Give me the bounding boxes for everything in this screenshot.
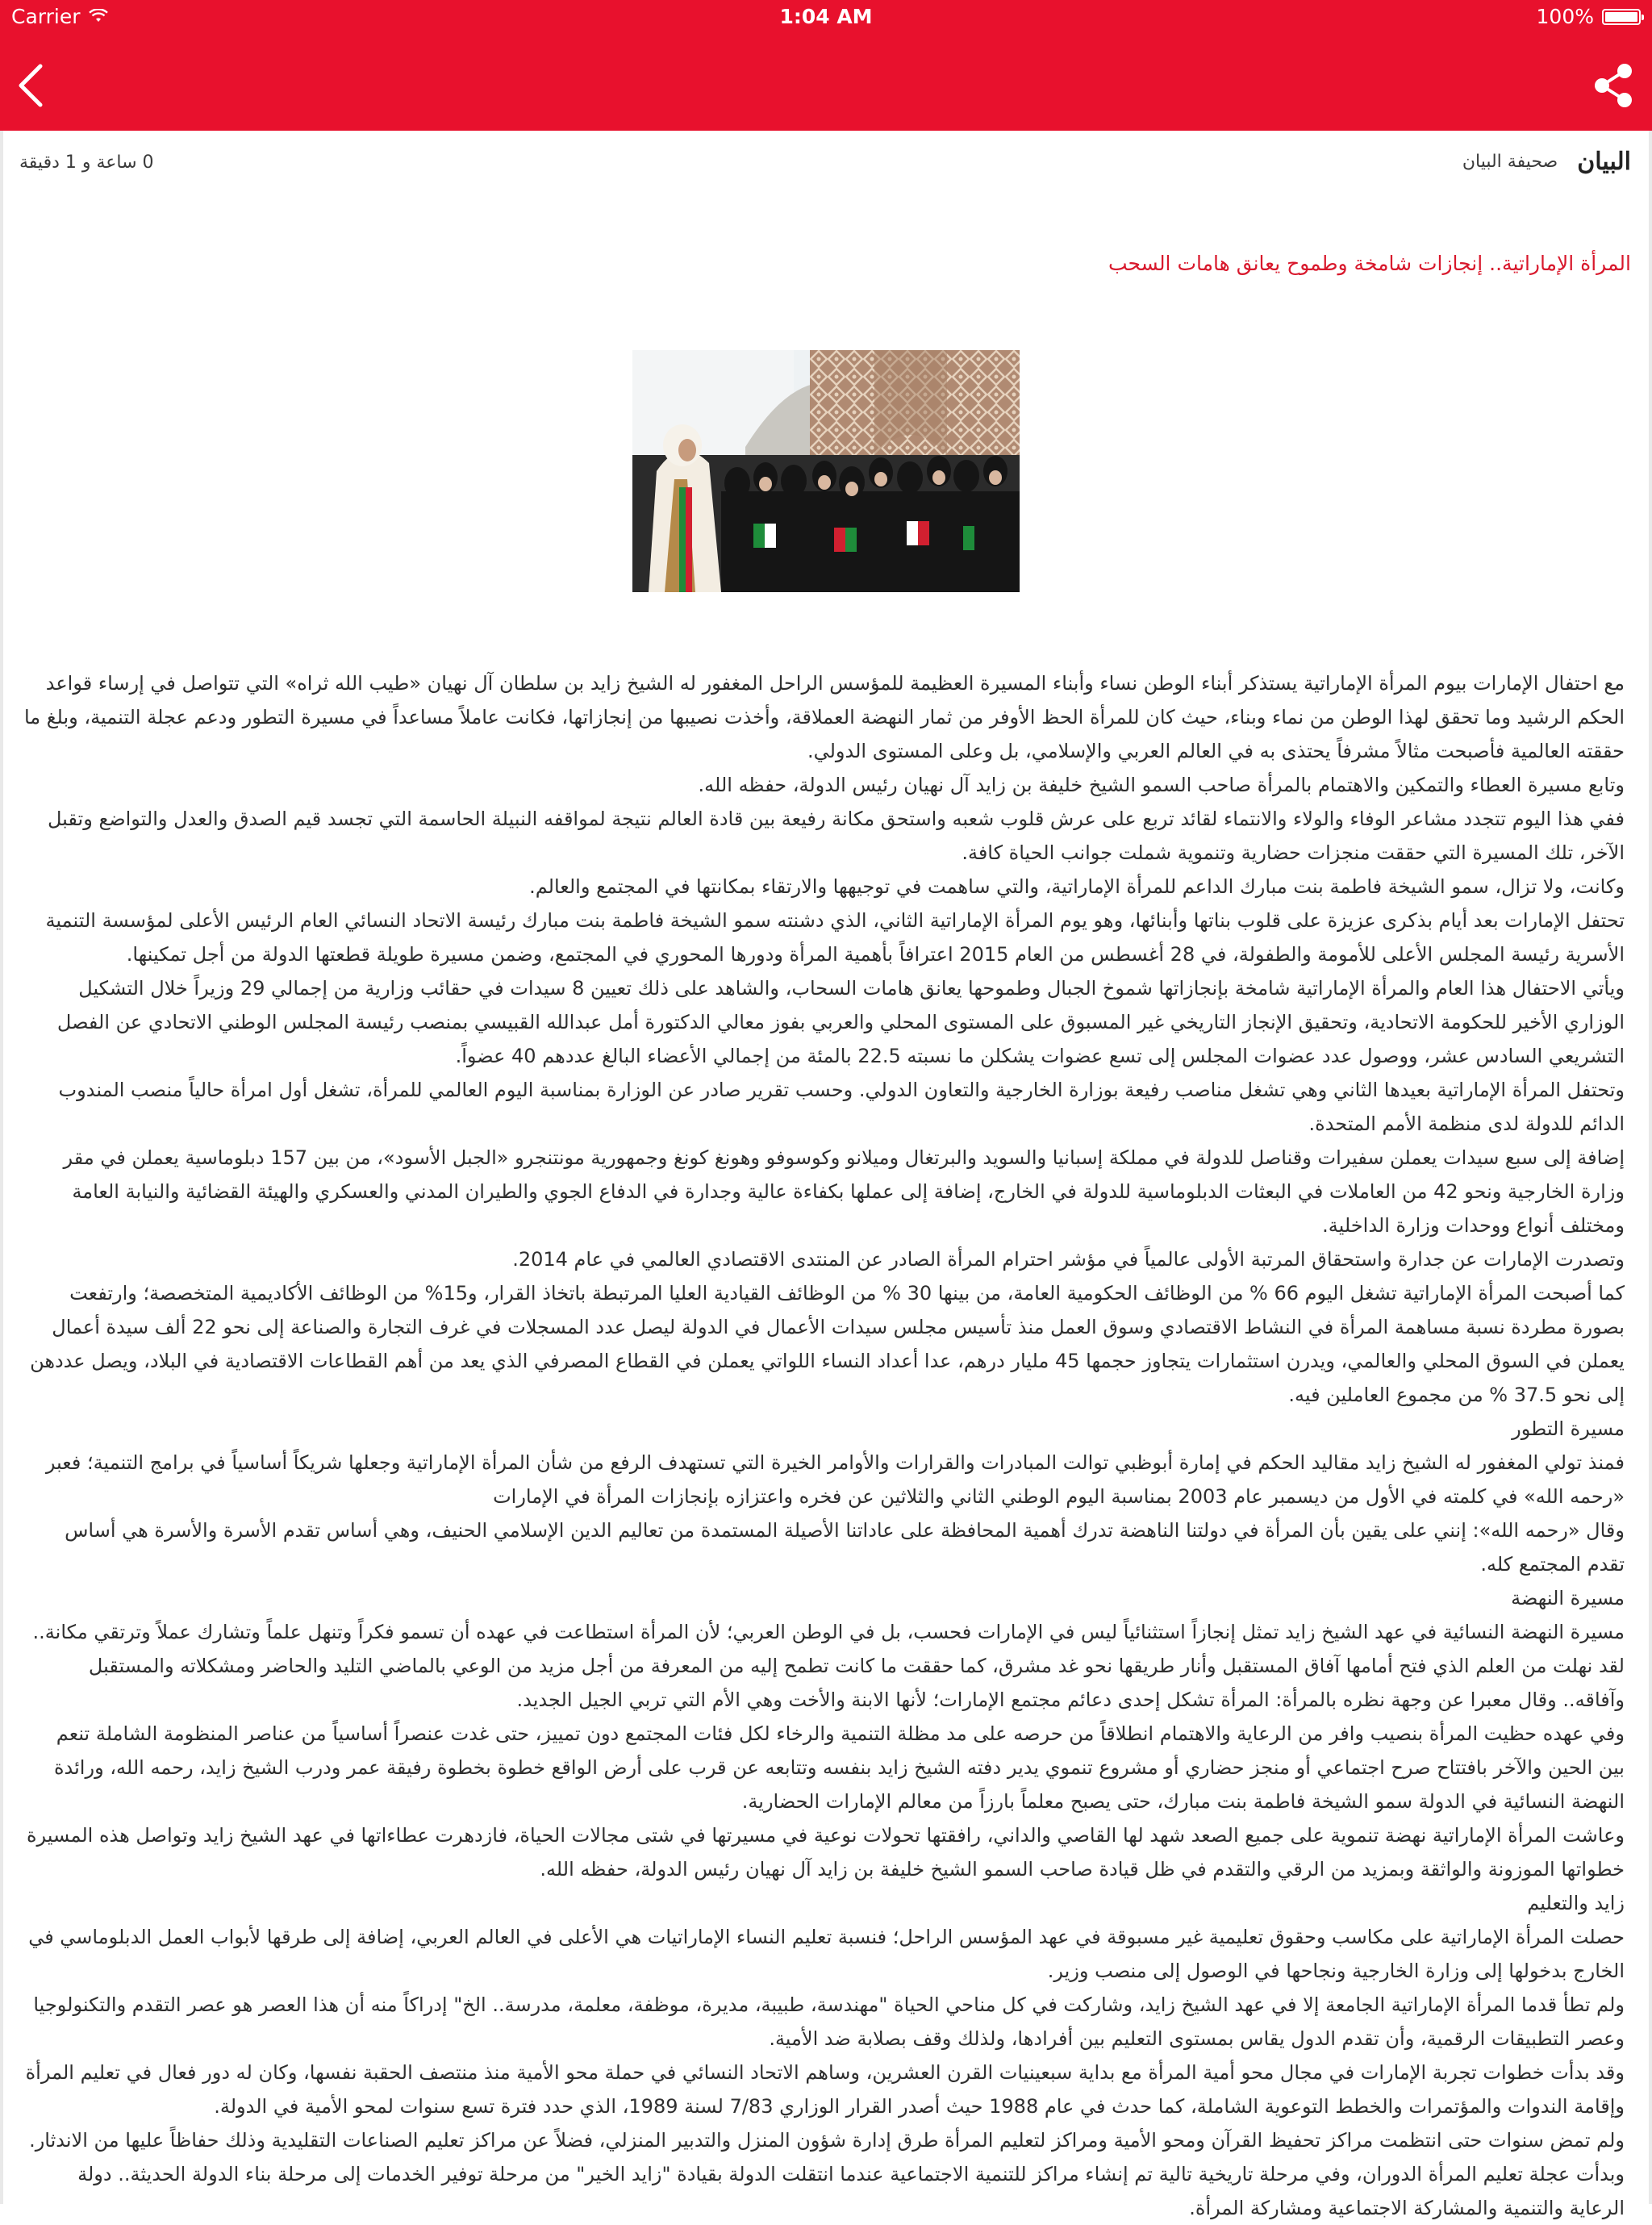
- article-paragraph: ولم تمض سنوات حتى انتظمت مراكز تحفيظ القرآن ومحو الأمية ومراكز لتعليم المرأة طرق إدارة شؤون المنزل والتدبير المنزلي، فضلاً عن مراكز تعليم الصناعات التقليدية وذلك حفاظاً عليها من الاندثار.: [29, 2129, 1625, 2152]
- source-info: [1462, 148, 1631, 176]
- article-paragraph: وتحتفل المرأة الإماراتية بعيدها الثاني وهي تشغل مناصب رفيعة بوزارة الخارجية والتعاون الدولي. وحسب تقرير صادر عن الوزارة بمناسبة اليوم العالمي للمرأة، تشغل أول امرأة حالياً منصب المندوب الدائم للدولة لدى منظمة الأمم المتحدة.: [58, 1079, 1625, 1135]
- article-paragraph: وفي عهده حظيت المرأة بنصيب وافر من الرعاية والاهتمام انطلاقاً من حرصه على مد مظلة التنمية والرخاء لكل فئات المجتمع دون تمييز، حتى غدت عنصراً أساسياً من عناصر المنظومة الشاملة تنعم بين الحين والآخر بافتتاح صرح اجتماعي أو منجز حضاري أو مشروع تنموي يدير دفته الشيخ زايد بنفسه وتتابعه عن قرب على أرض الواقع خطوة بخطوة رفيقة عمر ودرب الشيخ زايد، رحمه الله، ورائدة النهضة النسائية في الدولة سمو الشيخة فاطمة بنت مبارك، حتى يصبح معلماً بارزاً من معالم الإمارات الحضارية.: [53, 1722, 1625, 1813]
- published-time: 0 ساعة و 1 دقيقة: [19, 152, 154, 173]
- carrier-label: Carrier: [11, 5, 81, 28]
- article-paragraph: ولم تطأ قدما المرأة الإماراتية الجامعة إلا في عهد الشيخ زايد، وشاركت في كل مناحي الحياة "مهندسة، طبيبة، مديرة، موظفة، معلمة، مدرسة.. الخ" إدراكاً منه أن هذا العصر هو عصر التقدم والتكنولوجيا وعصر التطبيقات الرقمية، وأن تقدم الدول يقاس بمستوى التعليم بين أفرادها، ولذلك وقف بصلابة ضد الأمية.: [33, 1993, 1625, 2050]
- chevron-left-icon: [11, 61, 52, 110]
- clock: 1:04 AM: [779, 5, 873, 28]
- back-button[interactable]: [11, 61, 52, 110]
- source-name: صحيفة البيان: [1462, 152, 1558, 172]
- source-logo: البيان: [1577, 148, 1631, 176]
- article-paragraph: مع احتفال الإمارات بيوم المرأة الإماراتية يستذكر أبناء الوطن نساء وأبناء المسيرة العظيمة للمؤسس الراحل المغفور له الشيخ زايد بن سلطان آل نهيان «طيب الله ثراه» التي تتواصل في إرساء قواعد الحكم الرشيد وما تحقق لهذا الوطن من نماء وبناء، حيث كان للمرأة الحظ الأوفر من ثمار النهضة العملاقة، وأخذت نصيبها من إنجازاتها، فكانت عاملاً مساعداً في مسيرة التطور ودعم عجلة التنمية، وبلغ ما حققته العالمية فأصبحت مثالاً مشرفاً يحتذى به في العالم العربي والإسلامي، بل وعلى المستوى الدولي.: [23, 672, 1625, 762]
- article-paragraph: حصلت المرأة الإماراتية على مكاسب وحقوق تعليمية غير مسبوقة في عهد المؤسس الراحل؛ فنسبة تعليم النساء الإماراتيات هي الأعلى في العالم العربي، إضافة إلى طرقها لأبواب العمل الدبلوماسي في الخارج بدخولها إلى وزارة الخارجية ونجاحها في الوصول إلى منصب وزير.: [28, 1926, 1625, 1982]
- article-paragraph: وتصدرت الإمارات عن جدارة واستحقاق المرتبة الأولى عالمياً في مؤشر احترام المرأة الصادر عن المنتدى الاقتصادي العالمي في عام 2014.: [512, 1248, 1625, 1271]
- article-image: [632, 350, 1020, 592]
- battery-icon: [1602, 9, 1641, 25]
- article-paragraph: ويأتي الاحتفال هذا العام والمرأة الإماراتية شامخة بإنجازاتها شموخ الجبال وطموحها يعانق هامات السحاب، والشاهد على ذلك تعيين 8 سيدات في حقائب وزارية من إجمالي 29 وزيراً خلال التشكيل الوزاري الأخير للحكومة الاتحادية، وتحقيق الإنجاز التاريخي غير المسبوق على المستوى المحلي والعربي بفوز معالي الدكتورة أمل عبدالله القبيسي بمنصب رئيسة المجلس الوطني الاتحادي عن الفصل التشريعي السادس عشر، ووصول عدد عضوات المجلس إلى تسع عضوات يشكلن ما نسبته 22.5 بالمئة من إجمالي الأعضاء البالغ عددهم 40 عضواً.: [56, 977, 1625, 1067]
- article-body: [24, 666, 1625, 2225]
- article-subheading: مسيرة التطور: [1512, 1417, 1625, 1440]
- share-button[interactable]: [1591, 61, 1636, 110]
- battery-percent: 100%: [1536, 5, 1594, 28]
- article-paragraph: وتابع مسيرة العطاء والتمكين والاهتمام بالمرأة صاحب السمو الشيخ خليفة بن زايد آل نهيان رئيس الدولة، حفظه الله.: [698, 774, 1625, 796]
- article-paragraph: مسيرة النهضة النسائية في عهد الشيخ زايد تمثل إنجازاً استثنائياً ليس في الإمارات فحسب، بل في الوطن العربي؛ لأن المرأة استطاعت في عهده أن تسمو فكراً وتنهل علماً وتشارك عملاً وترتقي مكانة.. لقد نهلت من العلم الذي فتح أمامها آفاق المستقبل وأنار طريقها نحو غد مشرق، كما حققت ما كانت تطمح إليه من المعرفة من أجل مزيد من الوعي بالماضي التليد والحاضر ومشكلاته والمستقبل وآفاقه.. وقال معبرا عن وجهة نظره بالمرأة: المرأة تشكل إحدى دعائم مجتمع الإمارات؛ لأنها الابنة والأخت وهي الأم التي تربي الجيل الجديد.: [32, 1621, 1625, 1711]
- article-paragraph: تحتفل الإمارات بعد أيام بذكرى عزيزة على قلوب بناتها وأبنائها، وهو يوم المرأة الإماراتية الثاني، الذي دشنته سمو الشيخة فاطمة بنت مبارك رئيسة الاتحاد النسائي العام الرئيس الأعلى لمؤسسة التنمية الأسرية رئيسة المجلس الأعلى للأمومة والطفولة، في 28 أغسطس من العام 2015 اعترافاً بأهمية المرأة ودورها المحوري في المجتمع، وضمن مسيرة طويلة قطعتها الدولة من أجل تمكينها.: [45, 909, 1625, 966]
- article-paragraph: وبدأت عجلة تعليم المرأة الدوران، وفي مرحلة تاريخية تالية تم إنشاء مراكز للتنمية الاجتماعية عندما انتقلت الدولة بقيادة "زايد الخير" من مرحلة توفير الخدمات إلى مرحلة بناء الدولة الحديثة.. دولة الرعاية والتنمية والمشاركة الاجتماعية ومشاركة المرأة.: [77, 2163, 1625, 2219]
- article-paragraph: ففي هذا اليوم تتجدد مشاعر الوفاء والولاء والانتماء لقائد تربع على عرش قلوب شعبه واستحق مكانة رفيعة بين قادة العالم نتيجة لمواقفه النبيلة الحاسمة التي تجسد قيم الصدق والعدل والتواضع وتقبل الآخر، تلك المسيرة التي حققت منجزات حضارية وتنموية شملت جوانب الحياة كافة.: [47, 808, 1625, 864]
- status-bar: [0, 0, 1652, 32]
- article-subheading: زايد والتعليم: [1527, 1892, 1625, 1914]
- navigation-bar: [0, 32, 1652, 131]
- share-icon: [1591, 61, 1636, 110]
- article-paragraph: فمنذ تولي المغفور له الشيخ زايد مقاليد الحكم في إمارة أبوظبي توالت المبادرات والقرارات والأوامر الخيرة التي تستهدف الرفع من شأن المرأة الإماراتية وجعلها شريكاً أساسياً في برامج التنمية؛ فعبر «رحمه الله» في كلمته في الأول من ديسمبر عام 2003 بمناسبة اليوم الوطني الثاني والثلاثين عن فخره واعتزازه بإنجازات المرأة في الإمارات: [45, 1451, 1625, 1508]
- battery-info: [1537, 5, 1641, 28]
- article-headline: المرأة الإماراتية.. إنجازات شامخة وطموح يعانق هامات السحب: [1108, 252, 1631, 275]
- article-paragraph: وعاشت المرأة الإماراتية نهضة تنموية على جميع الصعد شهد لها القاصي والداني، رافقتها تحولات نوعية في مسيرتها في شتى مجالات الحياة، فازدهرت عطاءاتها في عهد الشيخ زايد وتواصل هذه المسيرة خطواتها الموزونة والواثقة وبمزيد من الرقي والتقدم في ظل قيادة صاحب السمو الشيخ خليفة بن زايد آل نهيان رئيس الدولة، حفظه الله.: [26, 1824, 1625, 1881]
- article-paragraph: وقد بدأت خطوات تجربة الإمارات في مجال محو أمية المرأة مع بداية سبعينيات القرن العشرين، وساهم الاتحاد النسائي في حملة محو الأمية منذ منتصف الحقبة نفسها، وكان له دور فعال في تعليم المرأة وإقامة الندوات والمؤتمرات والخطط التوعوية الشاملة، كما حدث في عام 1988 حيث أصدر القرار الوزاري 7/83 لسنة 1989، الذي حدد فترة تسع سنوات لمحو الأمية في الدولة.: [25, 2061, 1625, 2118]
- article-paragraph: وكانت، ولا تزال، سمو الشيخة فاطمة بنت مبارك الداعم للمرأة الإماراتية، والتي ساهمت في توجيهها والارتقاء بمكانتها في المجتمع والعالم.: [529, 875, 1625, 898]
- article-paragraph: كما أصبحت المرأة الإماراتية تشغل اليوم 66 % من الوظائف الحكومية العامة، من بينها 30 % من الوظائف القيادية العليا المرتبطة باتخاذ القرار، و15% من الوظائف الأكاديمية المتخصصة؛ وارتفعت بصورة مطردة نسبة مساهمة المرأة في النشاط الاقتصادي وسوق العمل منذ تأسيس مجلس سيدات الأعمال في الدولة ليصل عدد المسجلات في غرف التجارة والصناعة إلى نحو 22 ألف سيدة أعمال يعملن في السوق المحلي والعالمي، ويدرن استثمارات يتجاوز حجمها 45 مليار درهم، عدا أعداد النساء اللواتي يعملن في القطاع المصرفي الذي يعد من أهم القطاعات الاقتصادية في البلاد، ويصل عددهن إلى نحو 37.5 % من مجموع العاملين فيه.: [30, 1282, 1625, 1406]
- article-paragraph: إضافة إلى سبع سيدات يعملن سفيرات وقناصل للدولة في مملكة إسبانيا والسويد والبرتغال وميلانو وكوسوفو وهونغ كونغ وجمهورية مونتنجرو «الجبل الأسود»، من بين 157 دبلوماسية يعملن في مقر وزارة الخارجية ونحو 42 من العاملات في البعثات الدبلوماسية للدولة في الخارج، إضافة إلى عملها بكفاءة عالية وجدارة في الدفاع الجوي والطيران المدني والعسكري والهيئة القضائية والنيابة العامة ومختلف أنواع ووحدات وزارة الداخلية.: [63, 1146, 1625, 1237]
- article-meta: [0, 148, 1652, 180]
- article-subheading: مسيرة النهضة: [1511, 1587, 1625, 1609]
- article-paragraph: وقال «رحمه الله»: إنني على يقين بأن المرأة في دولتنا الناهضة تدرك أهمية المحافظة على عاداتنا الأصيلة المستمدة من تعاليم الدين الإسلامي الحنيف، وهي أساس تقدم الأسرة والأسرة هي أساس تقدم المجتمع كله.: [65, 1519, 1625, 1576]
